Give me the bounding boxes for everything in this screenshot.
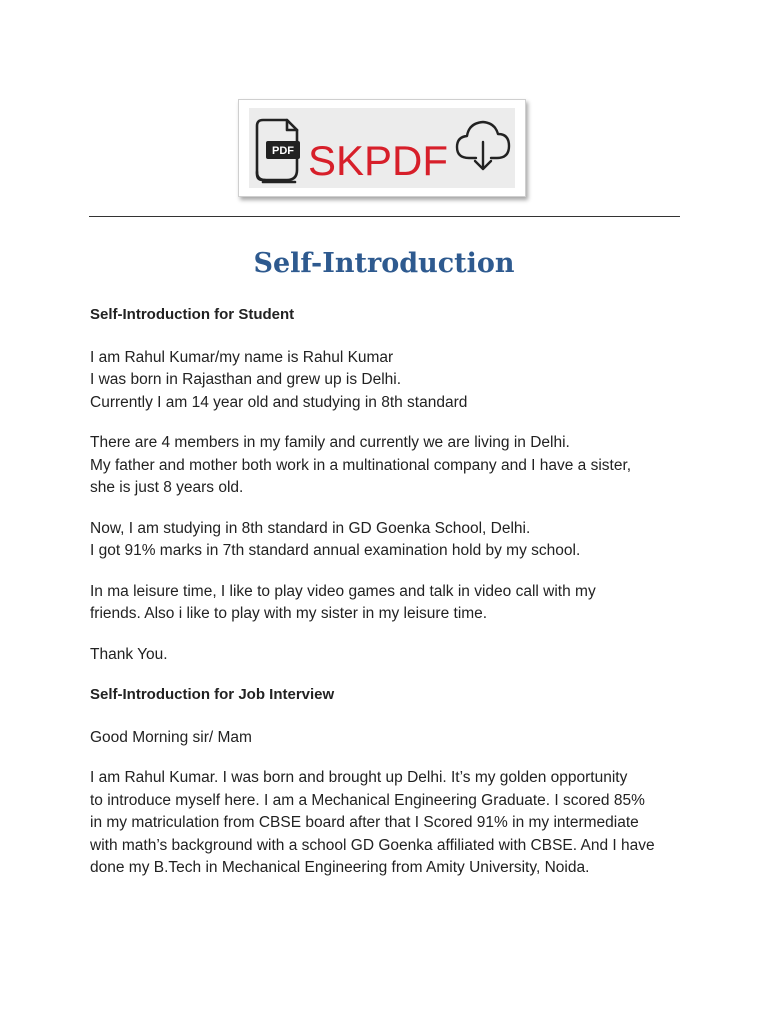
text-line: There are 4 members in my family and currently we are living in Delhi. [90,434,570,451]
section-heading-student: Self-Introduction for Student [90,306,295,323]
page-title: Self-Introduction [253,248,515,279]
paragraph [90,432,690,500]
text-line: In ma leisure time, I like to play video games and talk in video call with my [90,582,596,600]
text-line: with math’s background with a school GD Goenka affiliated with CBSE. And I have [90,836,655,854]
paragraph [90,518,690,563]
logo-graphic [249,108,517,190]
text-line: Thank You. [90,645,168,663]
paragraph [90,644,690,667]
text-line: friends. Also i like to play with my sister in my leisure time. [90,605,488,622]
document-body [90,304,690,898]
paragraph [90,767,690,880]
text-line: in my matriculation from CBSE board after that I Scored 91% in my intermediate [90,814,639,831]
pdf-badge-label: PDF [272,145,294,157]
cloud-download-icon [457,122,509,169]
text-line: I got 91% marks in 7th standard annual examination hold by my school. [90,542,581,559]
text-line: done my B.Tech in Mechanical Engineering from Amity University, Noida. [90,859,590,876]
text-line: Good Morning sir/ Mam [90,728,252,746]
text-line: I was born in Rajasthan and grew up is Delhi. [90,371,402,388]
text-line: I am Rahul Kumar. I was born and brought up Delhi. It’s my golden opportunity [90,769,628,786]
header-rule [89,216,680,217]
section-heading-job: Self-Introduction for Job Interview [90,686,335,703]
logo-text: SKPDF [308,137,449,184]
text-line: to introduce myself here. I am a Mechanical Engineering Graduate. I scored 85% [90,791,645,809]
paragraph [90,581,690,626]
text-line: Now, I am studying in 8th standard in GD Goenka School, Delhi. [90,519,531,537]
text-line: Currently I am 14 year old and studying in 8th standard [90,393,468,411]
text-line: My father and mother both work in a multinational company and I have a sister, [90,456,632,474]
logo-background [249,108,515,188]
text-line: I am Rahul Kumar/my name is Rahul Kumar [90,348,394,366]
paragraph [90,727,690,750]
paragraph [90,347,690,415]
logo-banner [238,99,526,197]
text-line: she is just 8 years old. [90,479,244,496]
